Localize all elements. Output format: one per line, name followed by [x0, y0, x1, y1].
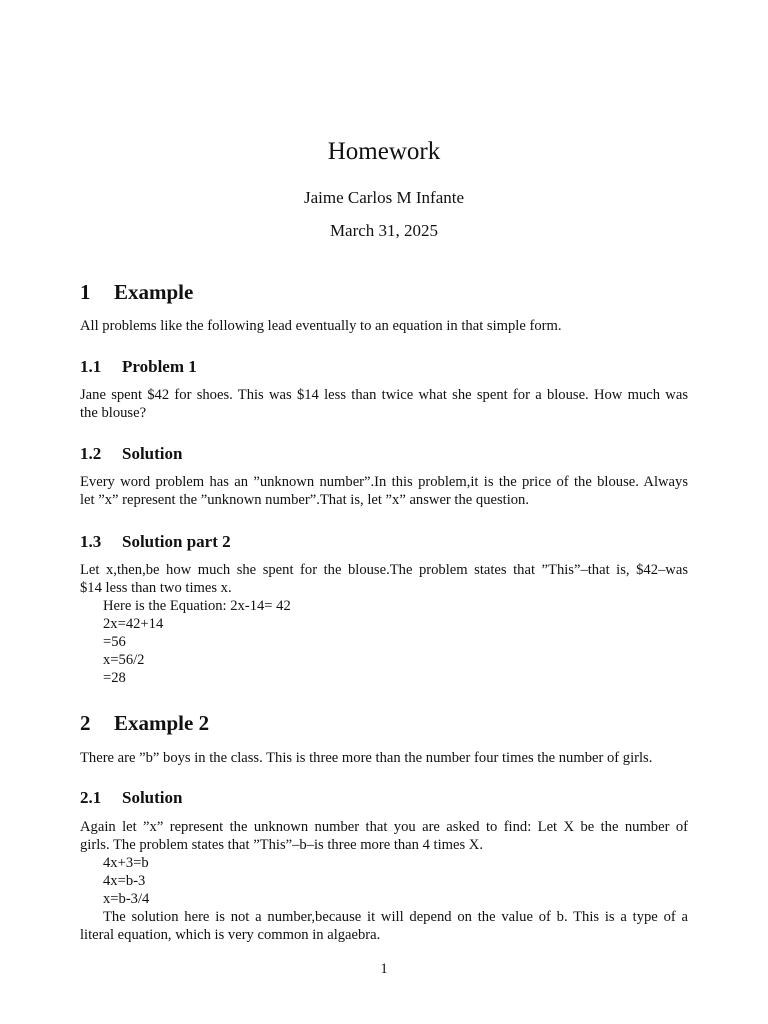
section-heading-1 [80, 279, 193, 305]
paragraph-line: literal equation, which is very common in algaebra. [80, 927, 381, 943]
paragraph-line: All problems like the following lead eventually to an equation in that simple form. [80, 318, 562, 334]
section-number: 1 [80, 280, 91, 304]
paragraph-line: The solution here is not a number,because it will depend on the value of b. This is a type of a [103, 909, 688, 925]
subsection-title: Solution [122, 444, 183, 463]
equation-line: =56 [103, 634, 126, 650]
paragraph-line: Every word problem has an ”unknown number”.In this problem,it is the price of the blouse. Always [80, 474, 688, 490]
document-author: Jaime Carlos M Infante [303, 188, 465, 207]
section-title: Example [114, 280, 194, 304]
subsection-number: 1.1 [80, 357, 102, 376]
subsection-1-3-paragraph [80, 561, 688, 687]
document-title: Homework [327, 138, 441, 165]
subsection-heading-2-1 [80, 787, 182, 809]
paragraph-line: There are ”b” boys in the class. This is three more than the number four times the number of girls. [80, 750, 653, 766]
section-heading-2 [80, 710, 209, 736]
subsection-2-1-paragraph [80, 818, 688, 944]
subsection-number: 1.3 [80, 532, 102, 551]
subsection-heading-1-3 [80, 531, 231, 553]
equation-line: x=b-3/4 [103, 891, 150, 907]
paragraph-line: Again let ”x” represent the unknown number that you are asked to find: Let X be the number of [80, 819, 688, 835]
subsection-number: 2.1 [80, 788, 102, 807]
subsection-1-1-paragraph [80, 386, 688, 422]
paragraph-line: girls. The problem states that ”This”–b–is three more than 4 times X. [80, 837, 483, 853]
equation-line: 4x=b-3 [103, 873, 146, 889]
equation-line: 4x+3=b [103, 855, 149, 871]
section-1-paragraph [80, 317, 688, 335]
subsection-heading-1-1 [80, 356, 197, 378]
equation-line: x=56/2 [103, 652, 145, 668]
paragraph-line: Let x,then,be how much she spent for the blouse.The problem states that ”This”–that is, $42–was [80, 562, 688, 578]
paragraph-line: the blouse? [80, 405, 147, 421]
equation-line: Here is the Equation: 2x-14= 42 [103, 598, 291, 614]
subsection-number: 1.2 [80, 444, 102, 463]
paragraph-line: $14 less than two times x. [80, 580, 232, 596]
equation-line: =28 [103, 670, 126, 686]
subsection-title: Solution [122, 788, 183, 807]
subsection-1-2-paragraph [80, 473, 688, 509]
section-number: 2 [80, 711, 91, 735]
subsection-title: Problem 1 [122, 357, 197, 376]
section-2-paragraph [80, 749, 688, 767]
subsection-title: Solution part 2 [122, 532, 231, 551]
paragraph-line: Jane spent $42 for shoes. This was $14 less than twice what she spent for a blouse. How much was [80, 387, 688, 403]
equation-line: 2x=42+14 [103, 616, 164, 632]
document-date: March 31, 2025 [329, 221, 439, 240]
paragraph-line: let ”x” represent the ”unknown number”.That is, let ”x” answer the question. [80, 492, 530, 508]
page-number: 1 [380, 961, 388, 977]
section-title: Example 2 [114, 711, 210, 735]
subsection-heading-1-2 [80, 443, 182, 465]
